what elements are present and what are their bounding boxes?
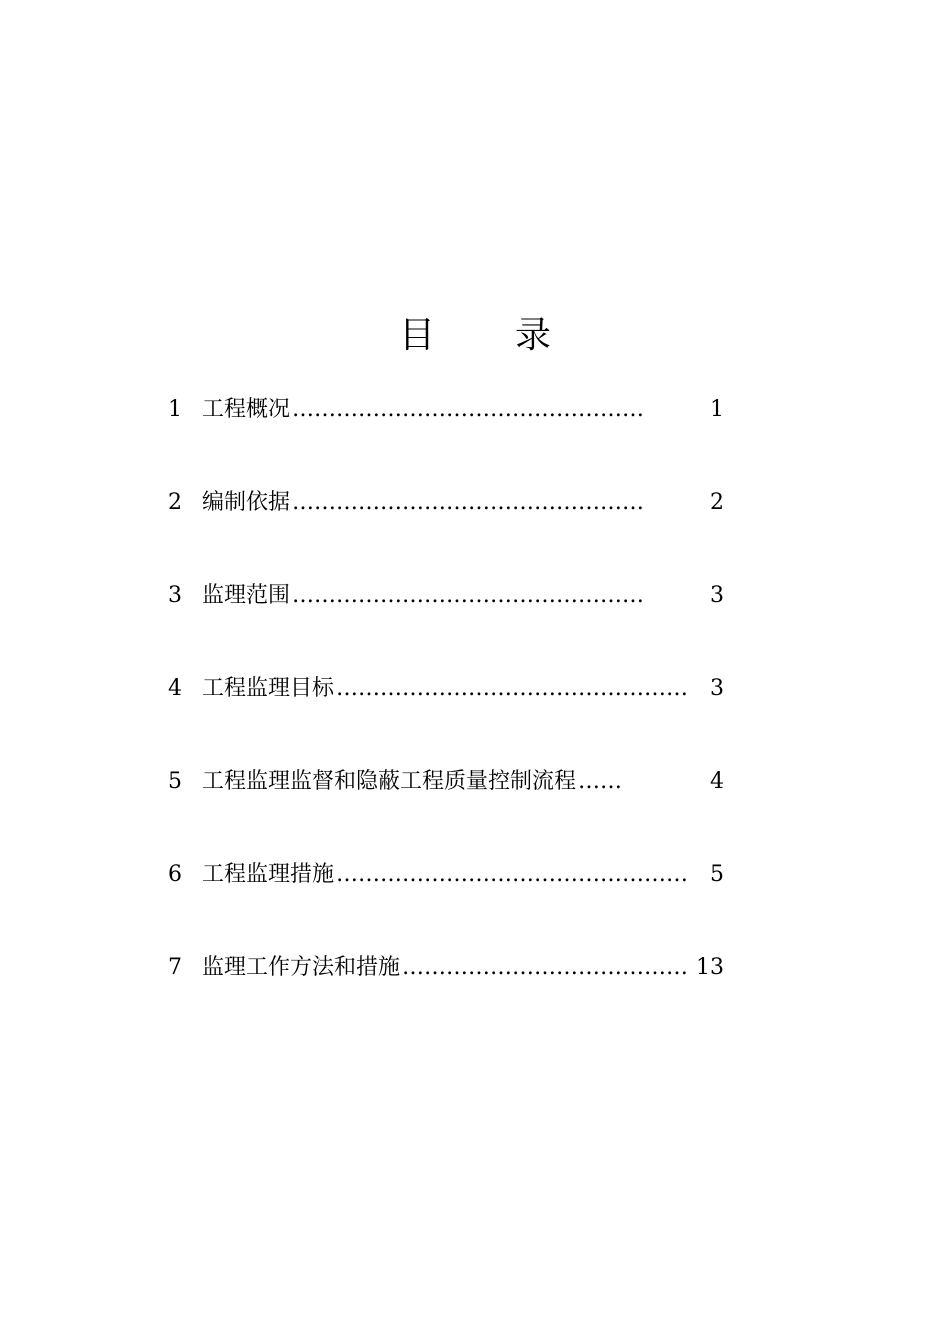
toc-entry-number: 7 [168,955,182,980]
toc-entry-page: 2 [710,490,724,515]
toc-entry-page: 3 [710,583,724,608]
toc-entry-text: 工程监理措施 [202,862,335,887]
toc-entry-number: 3 [168,583,182,608]
toc-entry[interactable] [168,952,724,984]
toc-entry-leader: ………………………………… [402,955,689,980]
toc-entry[interactable] [168,673,724,705]
toc-entry[interactable] [168,394,724,426]
toc-entry-number: 2 [168,490,182,515]
toc-entry[interactable] [168,580,724,612]
toc-entry[interactable] [168,859,724,891]
toc-entry-leader: …… [578,769,623,794]
toc-entry-page: 1 [710,397,724,422]
toc-entry-number: 6 [168,862,182,887]
toc-entry-text: 编制依据 [202,490,291,515]
toc-entry-number: 5 [168,769,182,794]
toc-entry-leader: ………………………………………… [292,490,645,515]
toc-entry-page: 4 [710,769,724,794]
toc-entry-page: 13 [696,955,724,980]
toc-entry-text: 监理范围 [202,583,291,608]
toc-entry[interactable] [168,487,724,519]
toc-entry-text: 监理工作方法和措施 [202,955,401,980]
toc-entry-leader: ………………………………………… [336,862,689,887]
toc-title [0,312,950,360]
toc-entry-page: 3 [710,676,724,701]
toc-title-right: 录 [515,315,552,356]
toc-entry-page: 5 [710,862,724,887]
toc-entry-leader: ………………………………………… [292,583,645,608]
toc-entry-number: 4 [168,676,182,701]
toc-entry-text: 工程监理目标 [202,676,335,701]
toc-entry-number: 1 [168,397,182,422]
toc-entry-text: 工程概况 [202,397,291,422]
toc-entry[interactable] [168,766,724,798]
toc-title-left: 目 [398,315,435,356]
toc-entry-text: 工程监理监督和隐蔽工程质量控制流程 [202,769,577,794]
toc-entry-leader: ………………………………………… [292,397,645,422]
toc-entry-leader: ………………………………………… [336,676,689,701]
